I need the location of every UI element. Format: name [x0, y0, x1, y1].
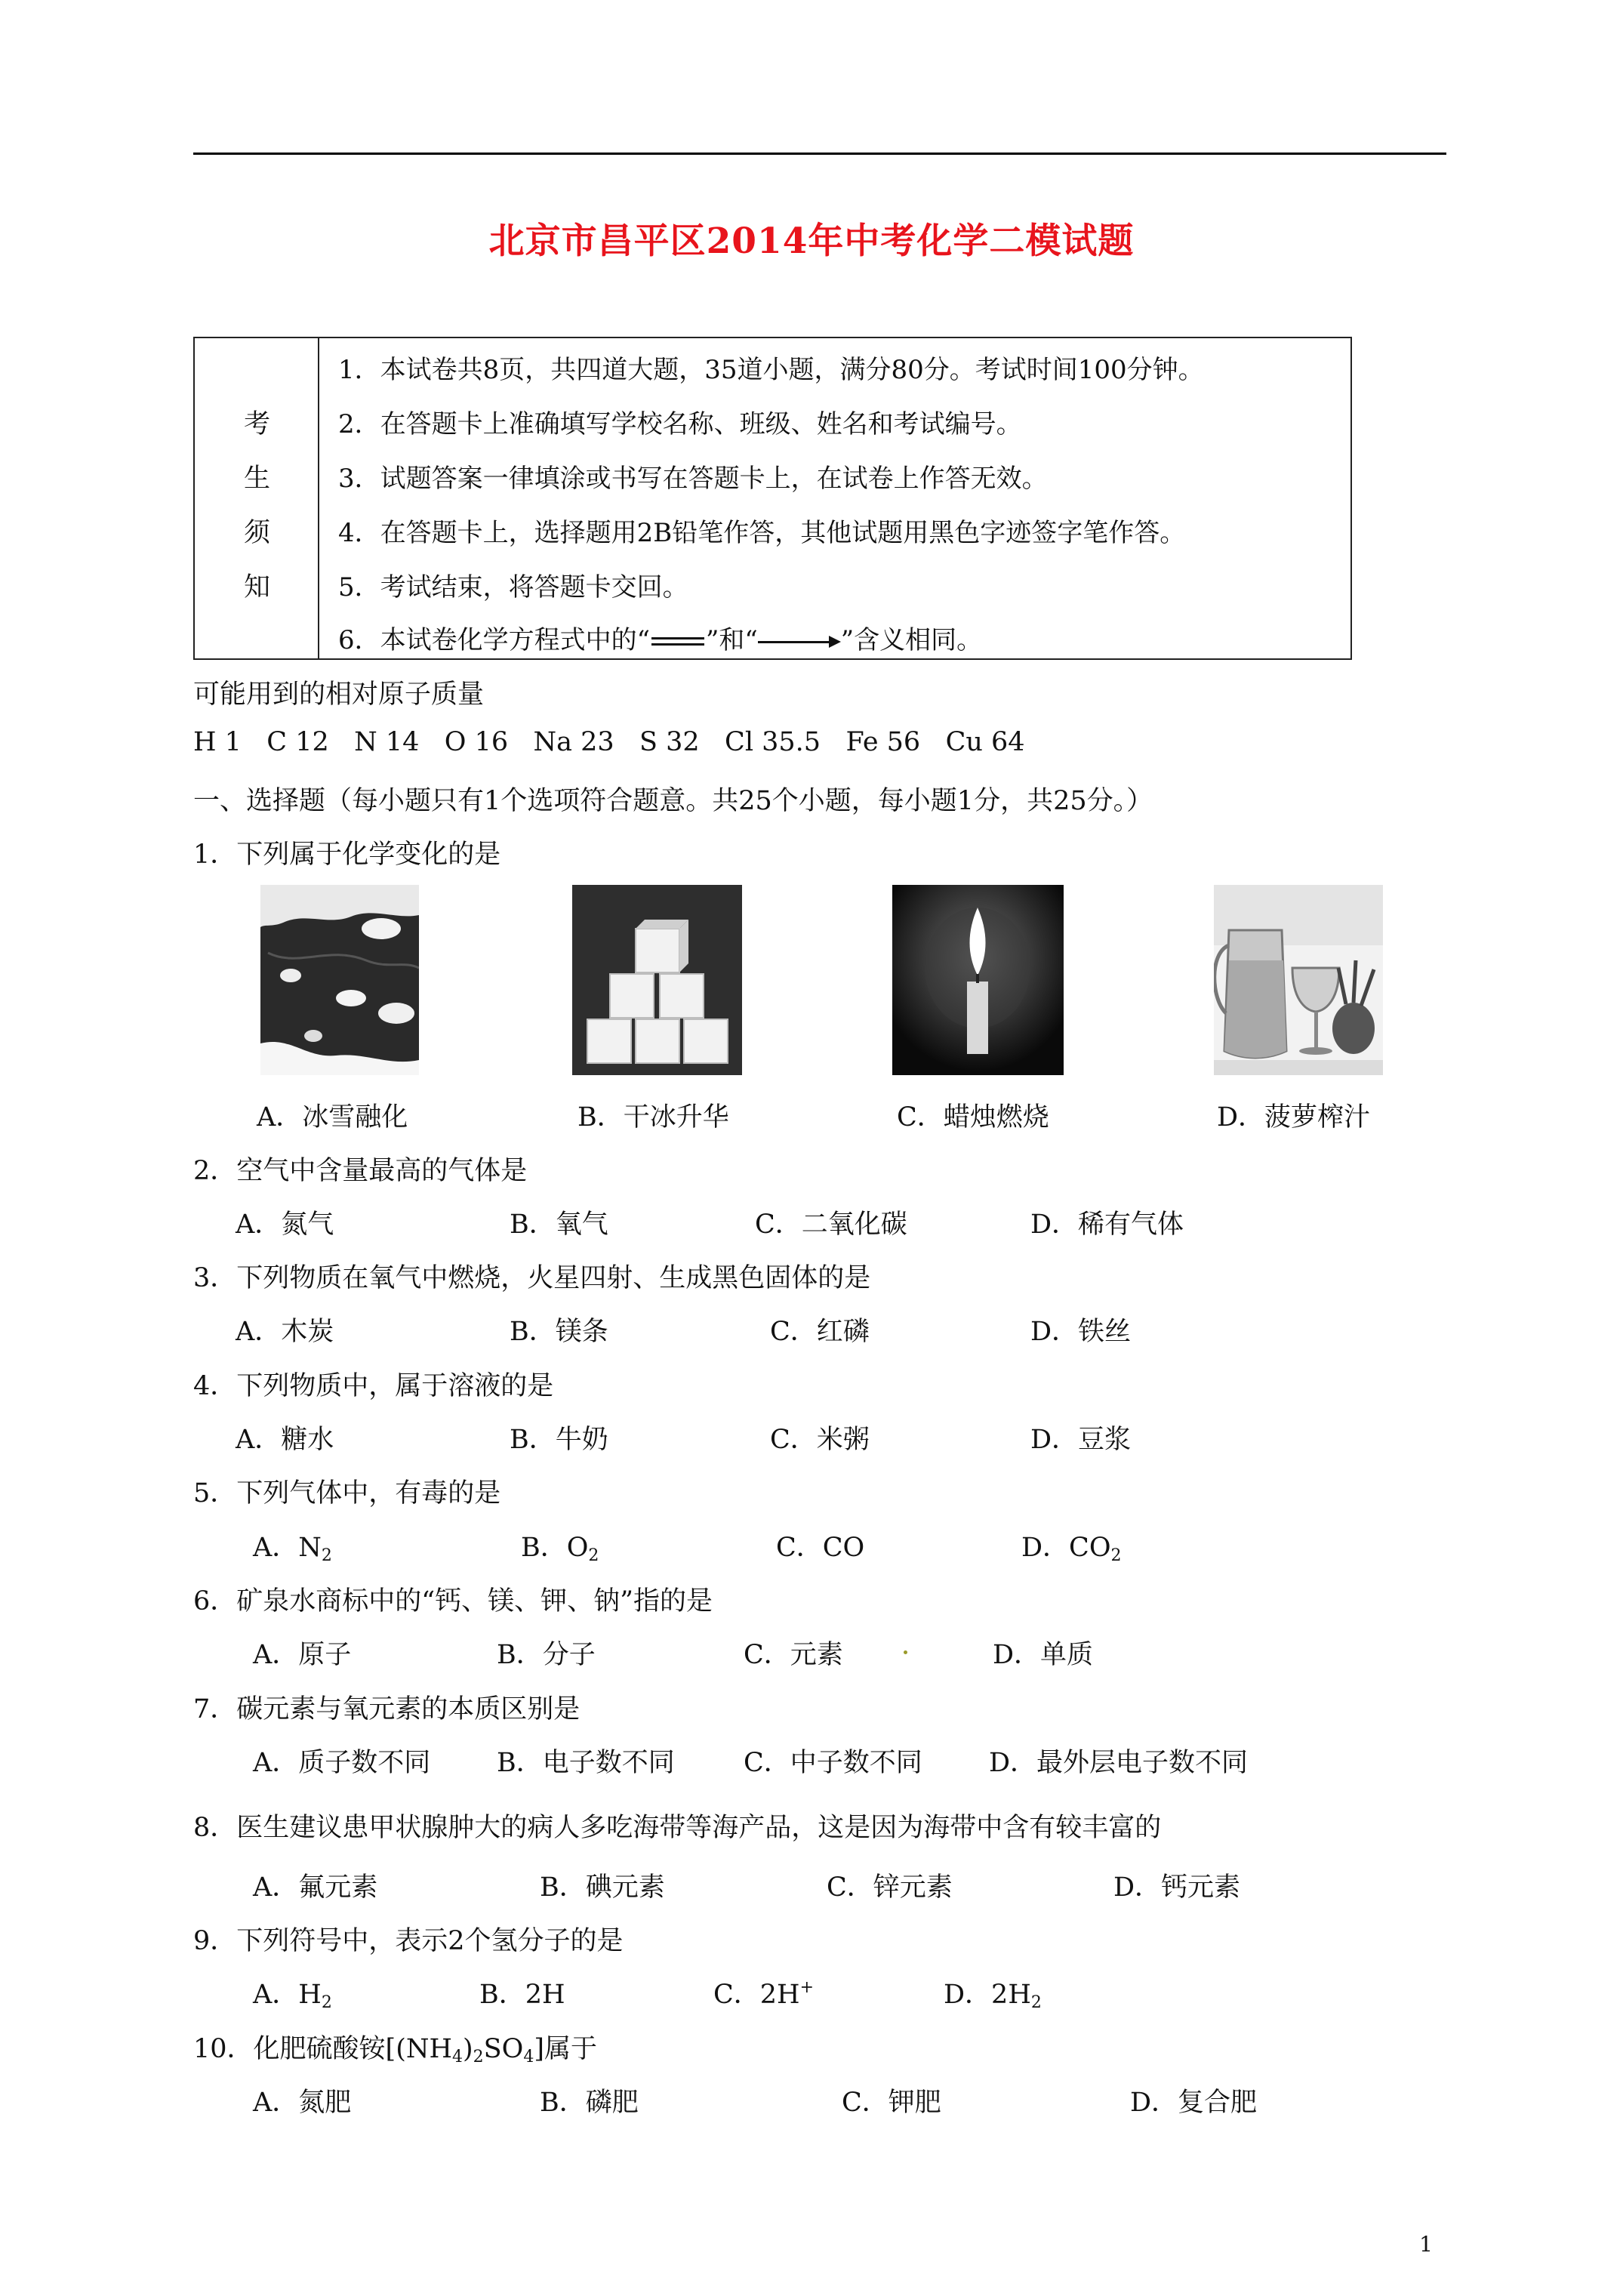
option-a: A．氟元素	[253, 1872, 378, 1903]
option-c	[776, 1527, 864, 1564]
option-c	[713, 1974, 814, 2011]
stem-part: SO	[483, 2034, 524, 2064]
subscript: 2	[473, 2048, 484, 2066]
question-stem: 7．碳元素与氧元素的本质区别是	[193, 1694, 581, 1724]
notice-line6-suffix: ”含义相同。	[840, 625, 983, 655]
option-b: B．碘元素	[540, 1872, 665, 1903]
option-d: D．最外层电子数不同	[989, 1748, 1249, 1778]
question-stem	[193, 2028, 597, 2066]
option-b: B．镁条	[510, 1317, 608, 1347]
option-b: B．牛奶	[510, 1425, 608, 1455]
option-c: C．红磷	[770, 1317, 870, 1347]
notice-line: 1．本试卷共8页，共四道大题，35道小题，满分80分。考试时间100分钟。	[338, 355, 1204, 385]
option-text: A．N	[253, 1533, 322, 1563]
notice-side-char: 知	[243, 572, 270, 603]
option-d: D．菠萝榨汁	[1217, 1102, 1371, 1133]
option-c: C．米粥	[770, 1425, 870, 1455]
option-d: D．钙元素	[1113, 1872, 1241, 1903]
notice-side-label	[195, 338, 319, 658]
option-b: B．电子数不同	[497, 1748, 675, 1778]
option-d	[944, 1974, 1042, 2012]
option-c: C．蜡烛燃烧	[897, 1102, 1049, 1133]
notice-line	[338, 619, 982, 656]
option-a: A．冰雪融化	[257, 1102, 408, 1133]
option-a: A．木炭	[236, 1317, 334, 1347]
notice-side-char: 生	[243, 464, 270, 494]
question-stem: 2．空气中含量最高的气体是	[193, 1156, 528, 1186]
option-a	[253, 1974, 332, 2012]
option-d	[1021, 1527, 1122, 1565]
question-stem: 3．下列物质在氧气中燃烧，火星四射、生成黑色固体的是	[193, 1263, 871, 1293]
question-stem: 9．下列符号中，表示2个氢分子的是	[193, 1926, 624, 1956]
option-b: B．干冰升华	[577, 1102, 729, 1133]
option-c: C．二氧化碳	[755, 1210, 907, 1240]
reaction-arrow-icon	[758, 634, 841, 649]
notice-line: 5．考试结束，将答题卡交回。	[338, 572, 688, 603]
page-number: 1	[1419, 2232, 1433, 2257]
option-text: B．O	[521, 1533, 589, 1563]
question-stem: 4．下列物质中，属于溶液的是	[193, 1371, 554, 1401]
option-text: D．2H	[944, 1980, 1031, 2010]
subscript: 4	[452, 2048, 463, 2066]
notice-line: 4．在答题卡上，选择题用2B铅笔作答，其他试题用黑色字迹签字笔作答。	[338, 518, 1186, 548]
notice-side-char: 考	[243, 409, 270, 439]
option-d: D．复合肥	[1130, 2088, 1258, 2118]
option-text: C．CO	[776, 1533, 865, 1563]
option-b	[521, 1527, 599, 1565]
question-stem: 6．矿泉水商标中的“钙、镁、钾、钠”指的是	[193, 1586, 713, 1616]
stray-dot	[904, 1650, 907, 1654]
page-title: 北京市昌平区2014年中考化学二模试题	[488, 220, 1135, 262]
option-b: B．磷肥	[540, 2088, 639, 2118]
question-stem: 8．医生建议患甲状腺肿大的病人多吃海带等海产品，这是因为海带中含有较丰富的	[193, 1813, 1162, 1843]
pineapple-juice-image	[1214, 885, 1383, 1075]
subscript: 4	[523, 2048, 534, 2066]
question-stem: 5．下列气体中，有毒的是	[193, 1478, 501, 1509]
option-a: A．原子	[253, 1640, 352, 1670]
option-c: C．中子数不同	[744, 1748, 922, 1778]
atomic-mass-list: H 1 C 12 N 14 O 16 Na 23 S 32 Cl 35.5 Fe 56 Cu 64	[193, 727, 1025, 757]
notice-line: 3．试题答案一律填涂或书写在答题卡上，在试卷上作答无效。	[338, 464, 1048, 494]
dry-ice-image	[572, 885, 742, 1075]
option-a: A．氮肥	[253, 2088, 352, 2118]
notice-line: 2．在答题卡上准确填写学校名称、班级、姓名和考试编号。	[338, 409, 1022, 439]
option-c: C．锌元素	[827, 1872, 953, 1903]
option-text: D．CO	[1021, 1533, 1111, 1563]
equals-sign-icon	[650, 636, 706, 647]
superscript: +	[799, 1978, 815, 1997]
candle-burning-image	[892, 885, 1064, 1075]
notice-line6-mid: ”和“	[706, 625, 758, 655]
option-d: D．稀有气体	[1030, 1210, 1184, 1240]
subscript: 2	[1030, 1993, 1042, 2012]
snow-melting-image	[260, 885, 419, 1075]
option-d: D．豆浆	[1030, 1425, 1132, 1455]
option-text: C．2H	[713, 1980, 800, 2010]
option-b: B．氧气	[510, 1210, 608, 1240]
subscript: 2	[321, 1546, 332, 1565]
option-c: C．元素	[744, 1640, 843, 1670]
notice-side-char: 须	[243, 518, 270, 548]
stem-part: 10．化肥硫酸铵[(NH	[193, 2034, 452, 2064]
option-c: C．钾肥	[842, 2088, 941, 2118]
subscript: 2	[588, 1546, 599, 1565]
stem-part: ]属于	[534, 2034, 597, 2064]
option-a: A．氮气	[236, 1210, 334, 1240]
option-b	[479, 1974, 565, 2011]
subscript: 2	[321, 1993, 332, 2012]
question-stem: 1．下列属于化学变化的是	[193, 840, 501, 870]
option-text: A．H	[253, 1980, 322, 2010]
option-d: D．单质	[993, 1640, 1094, 1670]
exam-notice-box	[193, 337, 1352, 660]
section-heading: 一、选择题（每小题只有1个选项符合题意。共25个小题，每小题1分，共25分。）	[193, 786, 1153, 816]
option-a: A．质子数不同	[253, 1748, 431, 1778]
atomic-mass-intro: 可能用到的相对原子质量	[193, 680, 485, 710]
notice-line6-prefix: 6．本试卷化学方程式中的“	[338, 625, 651, 655]
option-b: B．分子	[497, 1640, 596, 1670]
option-text: B．2H	[479, 1980, 565, 2010]
stem-part: )	[463, 2034, 473, 2064]
subscript: 2	[1110, 1546, 1122, 1565]
option-a	[253, 1527, 332, 1565]
header-rule	[193, 153, 1446, 155]
option-a: A．糖水	[236, 1425, 334, 1455]
option-d: D．铁丝	[1030, 1317, 1132, 1347]
